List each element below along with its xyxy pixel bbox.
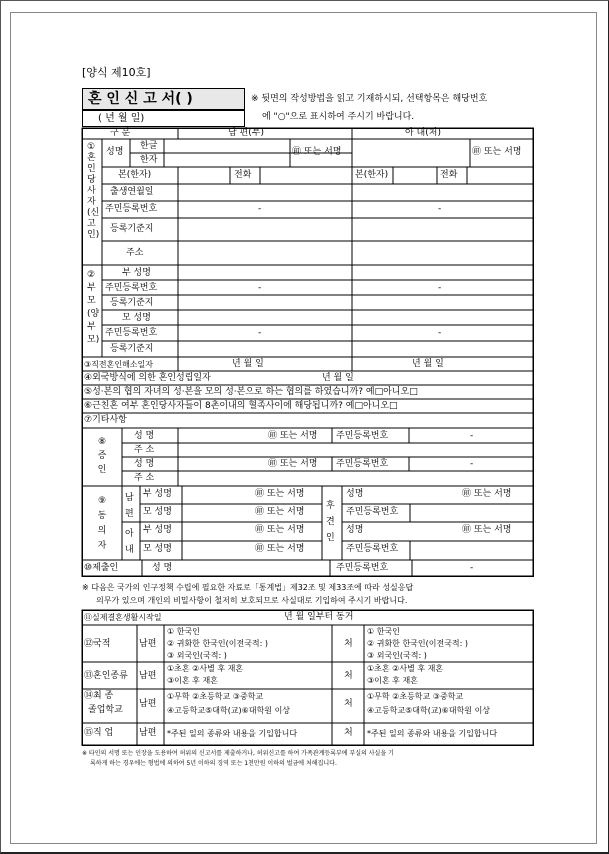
s9-g-name-1: 성명 bbox=[346, 489, 364, 499]
s3-date-w: 년 월 일 bbox=[412, 359, 444, 369]
s9-g-rrn-2: 주민등록번호 bbox=[346, 544, 399, 554]
s9-wife: 아내 bbox=[125, 529, 134, 555]
s11-date: 년 월 일부터 동거 bbox=[284, 612, 354, 622]
s13-h-o2: ③이혼 후 재혼 bbox=[167, 676, 218, 685]
s12-h-o3: ③ 외국인(국적: ) bbox=[167, 651, 227, 660]
s14-label-1: ⑭최 종 bbox=[84, 691, 114, 701]
s1-phone-h: 전화 bbox=[234, 170, 252, 180]
s9-guardian: 후견인 bbox=[326, 501, 335, 543]
s1-rrn-dash-h: - bbox=[258, 204, 262, 214]
s8-name-1: 성 명 bbox=[134, 431, 155, 441]
s13-w-o2: ③이혼 후 재혼 bbox=[367, 676, 418, 685]
col-gubun: 구 분 bbox=[110, 128, 131, 138]
s14-h-o2: ④고등학교⑤대학(교)⑥대학원 이상 bbox=[167, 706, 291, 715]
s3-date-h: 년 월 일 bbox=[232, 359, 264, 369]
s14-label-2: 졸업학교 bbox=[88, 705, 123, 715]
s1-wife-sign: ㊞ 또는 서명 bbox=[472, 147, 522, 157]
s7-label: ⑦기타사항 bbox=[84, 415, 127, 425]
s9-hm: 모 성명 bbox=[143, 507, 172, 517]
s2-label: ②부모(양부모) bbox=[87, 270, 100, 345]
s11-label: ⑪실제결혼생활시작일 bbox=[84, 613, 162, 622]
s1-bon-w: 본(한자) bbox=[355, 170, 389, 180]
s8-sign-1: ㊞ 또는 서명 bbox=[268, 431, 318, 441]
s2-dash-2: - bbox=[438, 283, 442, 293]
s1-rrn: 주민등록번호 bbox=[105, 204, 158, 214]
s8-addr-2: 주 소 bbox=[134, 473, 155, 483]
s2-father: 부 성명 bbox=[122, 268, 151, 278]
s1-husband-sign: ㊞ 또는 서명 bbox=[292, 147, 342, 157]
s14-w-o2: ④고등학교⑤대학(교)⑥대학원 이상 bbox=[367, 706, 491, 715]
s1-rrn-dash-w: - bbox=[438, 204, 442, 214]
s9-husband: 남편 bbox=[125, 493, 134, 519]
s8-dash-1: - bbox=[470, 431, 474, 441]
s9-wm: 모 성명 bbox=[143, 544, 172, 554]
footnote-line-2: 록하게 하는 경우에는 형법에 의하여 5년 이하의 징역 또는 1천만원 이하의 벌금에 처해집니다. bbox=[90, 760, 337, 767]
s12-h-o1: ① 한국인 bbox=[167, 627, 200, 636]
s14-w: 처 bbox=[344, 699, 353, 709]
s9-sign-1: ㊞ 또는 서명 bbox=[255, 489, 305, 499]
s13-h-o1: ①초혼 ②사별 후 재혼 bbox=[167, 664, 244, 673]
s2-reg-2: 등록기준지 bbox=[110, 344, 154, 354]
col-wife: 아 내(처) bbox=[405, 128, 441, 138]
s1-name-label: 성명 bbox=[106, 147, 124, 157]
s14-w-o1: ①무학 ②초등학교 ③중학교 bbox=[367, 692, 464, 701]
s12-label: ⑫국적 bbox=[84, 639, 111, 649]
s13-w-o1: ①초혼 ②사별 후 재혼 bbox=[367, 664, 444, 673]
s12-w-o1: ① 한국인 bbox=[367, 627, 400, 636]
s15-w-text: *주된 일의 종류와 내용을 기입합니다 bbox=[367, 729, 498, 738]
date-line: ( 년 월 일) bbox=[98, 113, 145, 124]
s8-sign-2: ㊞ 또는 서명 bbox=[268, 459, 318, 469]
s9-hf: 부 성명 bbox=[143, 489, 172, 499]
footnote-line-1: ※ 타인의 서명 또는 인장을 도용하여 허위의 신고서를 제출하거나, 허위신고를 하여 가족관계등록부에 부실의 사실을 기 bbox=[82, 750, 394, 757]
s10-rrn: 주민등록번호 bbox=[336, 563, 389, 573]
s2-reg-1: 등록기준지 bbox=[110, 298, 154, 308]
s9-g-name-2: 성명 bbox=[346, 525, 364, 535]
s8-name-2: 성 명 bbox=[134, 459, 155, 469]
instruction-line-1: ※ 뒷면의 작성방법을 읽고 기재하시되, 선택항목은 해당번호 bbox=[251, 94, 488, 104]
s5-text: ⑤성·본의 협의 자녀의 성·본을 모의 성·본으로 하는 협의를 하였습니까? 예□아니오□ bbox=[84, 387, 418, 397]
s2-dash-4: - bbox=[438, 328, 442, 338]
s1-hanja: 한자 bbox=[140, 155, 158, 165]
s2-dash-1: - bbox=[258, 283, 262, 293]
notice-line-2: 의무가 있으며 개인의 비밀사항이 철저히 보호되므로 사실대로 기입하여 주시기 바랍니다. bbox=[96, 596, 408, 605]
s10-name: 성 명 bbox=[152, 563, 173, 573]
s4-label: ④외국방식에 의한 혼인성립일자 bbox=[84, 373, 211, 383]
s8-addr-1: 주 소 bbox=[134, 445, 155, 455]
s15-h: 남편 bbox=[139, 728, 157, 738]
s14-h: 남편 bbox=[139, 699, 157, 709]
instruction-line-2: 에 "○"으로 표시하여 주시기 바랍니다. bbox=[262, 112, 415, 122]
s10-dash: - bbox=[470, 563, 474, 573]
s1-label: ①혼인당사자(신고인) bbox=[87, 142, 100, 240]
form-title: 혼 인 신 고 서( ) bbox=[88, 91, 193, 107]
s9-label: ⑨동의자 bbox=[97, 496, 107, 551]
s1-hangul: 한글 bbox=[140, 141, 158, 151]
s2-dash-3: - bbox=[258, 328, 262, 338]
s2-rrn-2: 주민등록번호 bbox=[105, 328, 158, 338]
notice-line-1: ※ 다음은 국가의 인구정책 수립에 필요한 자료로「통계법」제32조 및 제33조에 따라 성실응답 bbox=[82, 583, 414, 592]
s13-w: 처 bbox=[344, 671, 353, 681]
s13-h: 남편 bbox=[139, 671, 157, 681]
s8-rrn-1: 주민등록번호 bbox=[336, 431, 389, 441]
s3-label: ③직전혼인해소일자 bbox=[84, 360, 153, 369]
s13-label: ⑬혼인종류 bbox=[84, 671, 128, 681]
s2-mother: 모 성명 bbox=[122, 313, 151, 323]
s8-dash-2: - bbox=[470, 459, 474, 469]
s14-h-o1: ①무학 ②초등학교 ③중학교 bbox=[167, 692, 264, 701]
s9-sign-2: ㊞ 또는 서명 bbox=[255, 507, 305, 517]
s2-rrn-1: 주민등록번호 bbox=[105, 283, 158, 293]
s9-g-sign-2: ㊞ 또는 서명 bbox=[462, 525, 512, 535]
s9-g-sign-1: ㊞ 또는 서명 bbox=[462, 489, 512, 499]
s15-h-text: *주된 일의 종류와 내용을 기입합니다 bbox=[167, 729, 298, 738]
form-number: [양식 제10호] bbox=[82, 66, 151, 79]
s12-w: 처 bbox=[344, 639, 353, 649]
s12-w-o3: ③ 외국인(국적: ) bbox=[367, 651, 427, 660]
s9-sign-4: ㊞ 또는 서명 bbox=[255, 544, 305, 554]
s15-w: 처 bbox=[344, 728, 353, 738]
s8-rrn-2: 주민등록번호 bbox=[336, 459, 389, 469]
s4-date: 년 월 일 bbox=[322, 373, 354, 383]
s1-reg: 등록기준지 bbox=[110, 224, 154, 234]
s12-h: 남편 bbox=[139, 639, 157, 649]
s9-wf: 부 성명 bbox=[143, 525, 172, 535]
s1-phone-w: 전화 bbox=[440, 170, 458, 180]
s15-label: ⑮직 업 bbox=[84, 728, 114, 738]
s10-label: ⑩제출인 bbox=[84, 563, 119, 573]
s1-bon-h: 본(한자) bbox=[118, 170, 152, 180]
s1-addr: 주소 bbox=[126, 248, 144, 258]
s1-birth: 출생연월일 bbox=[110, 187, 154, 197]
col-husband: 남 편(부) bbox=[228, 128, 264, 138]
s8-label: ⑧증인 bbox=[97, 437, 107, 475]
s9-sign-3: ㊞ 또는 서명 bbox=[255, 525, 305, 535]
s12-w-o2: ② 귀화한 한국인(이전국적: ) bbox=[367, 639, 469, 648]
s6-text: ⑥근친혼 여부 혼인당사자들이 8촌이내의 혈족사이에 해당됩니까? 예□아니오□ bbox=[84, 401, 398, 411]
s12-h-o2: ② 귀화한 한국인(이전국적: ) bbox=[167, 639, 269, 648]
s9-g-rrn-1: 주민등록번호 bbox=[346, 507, 399, 517]
